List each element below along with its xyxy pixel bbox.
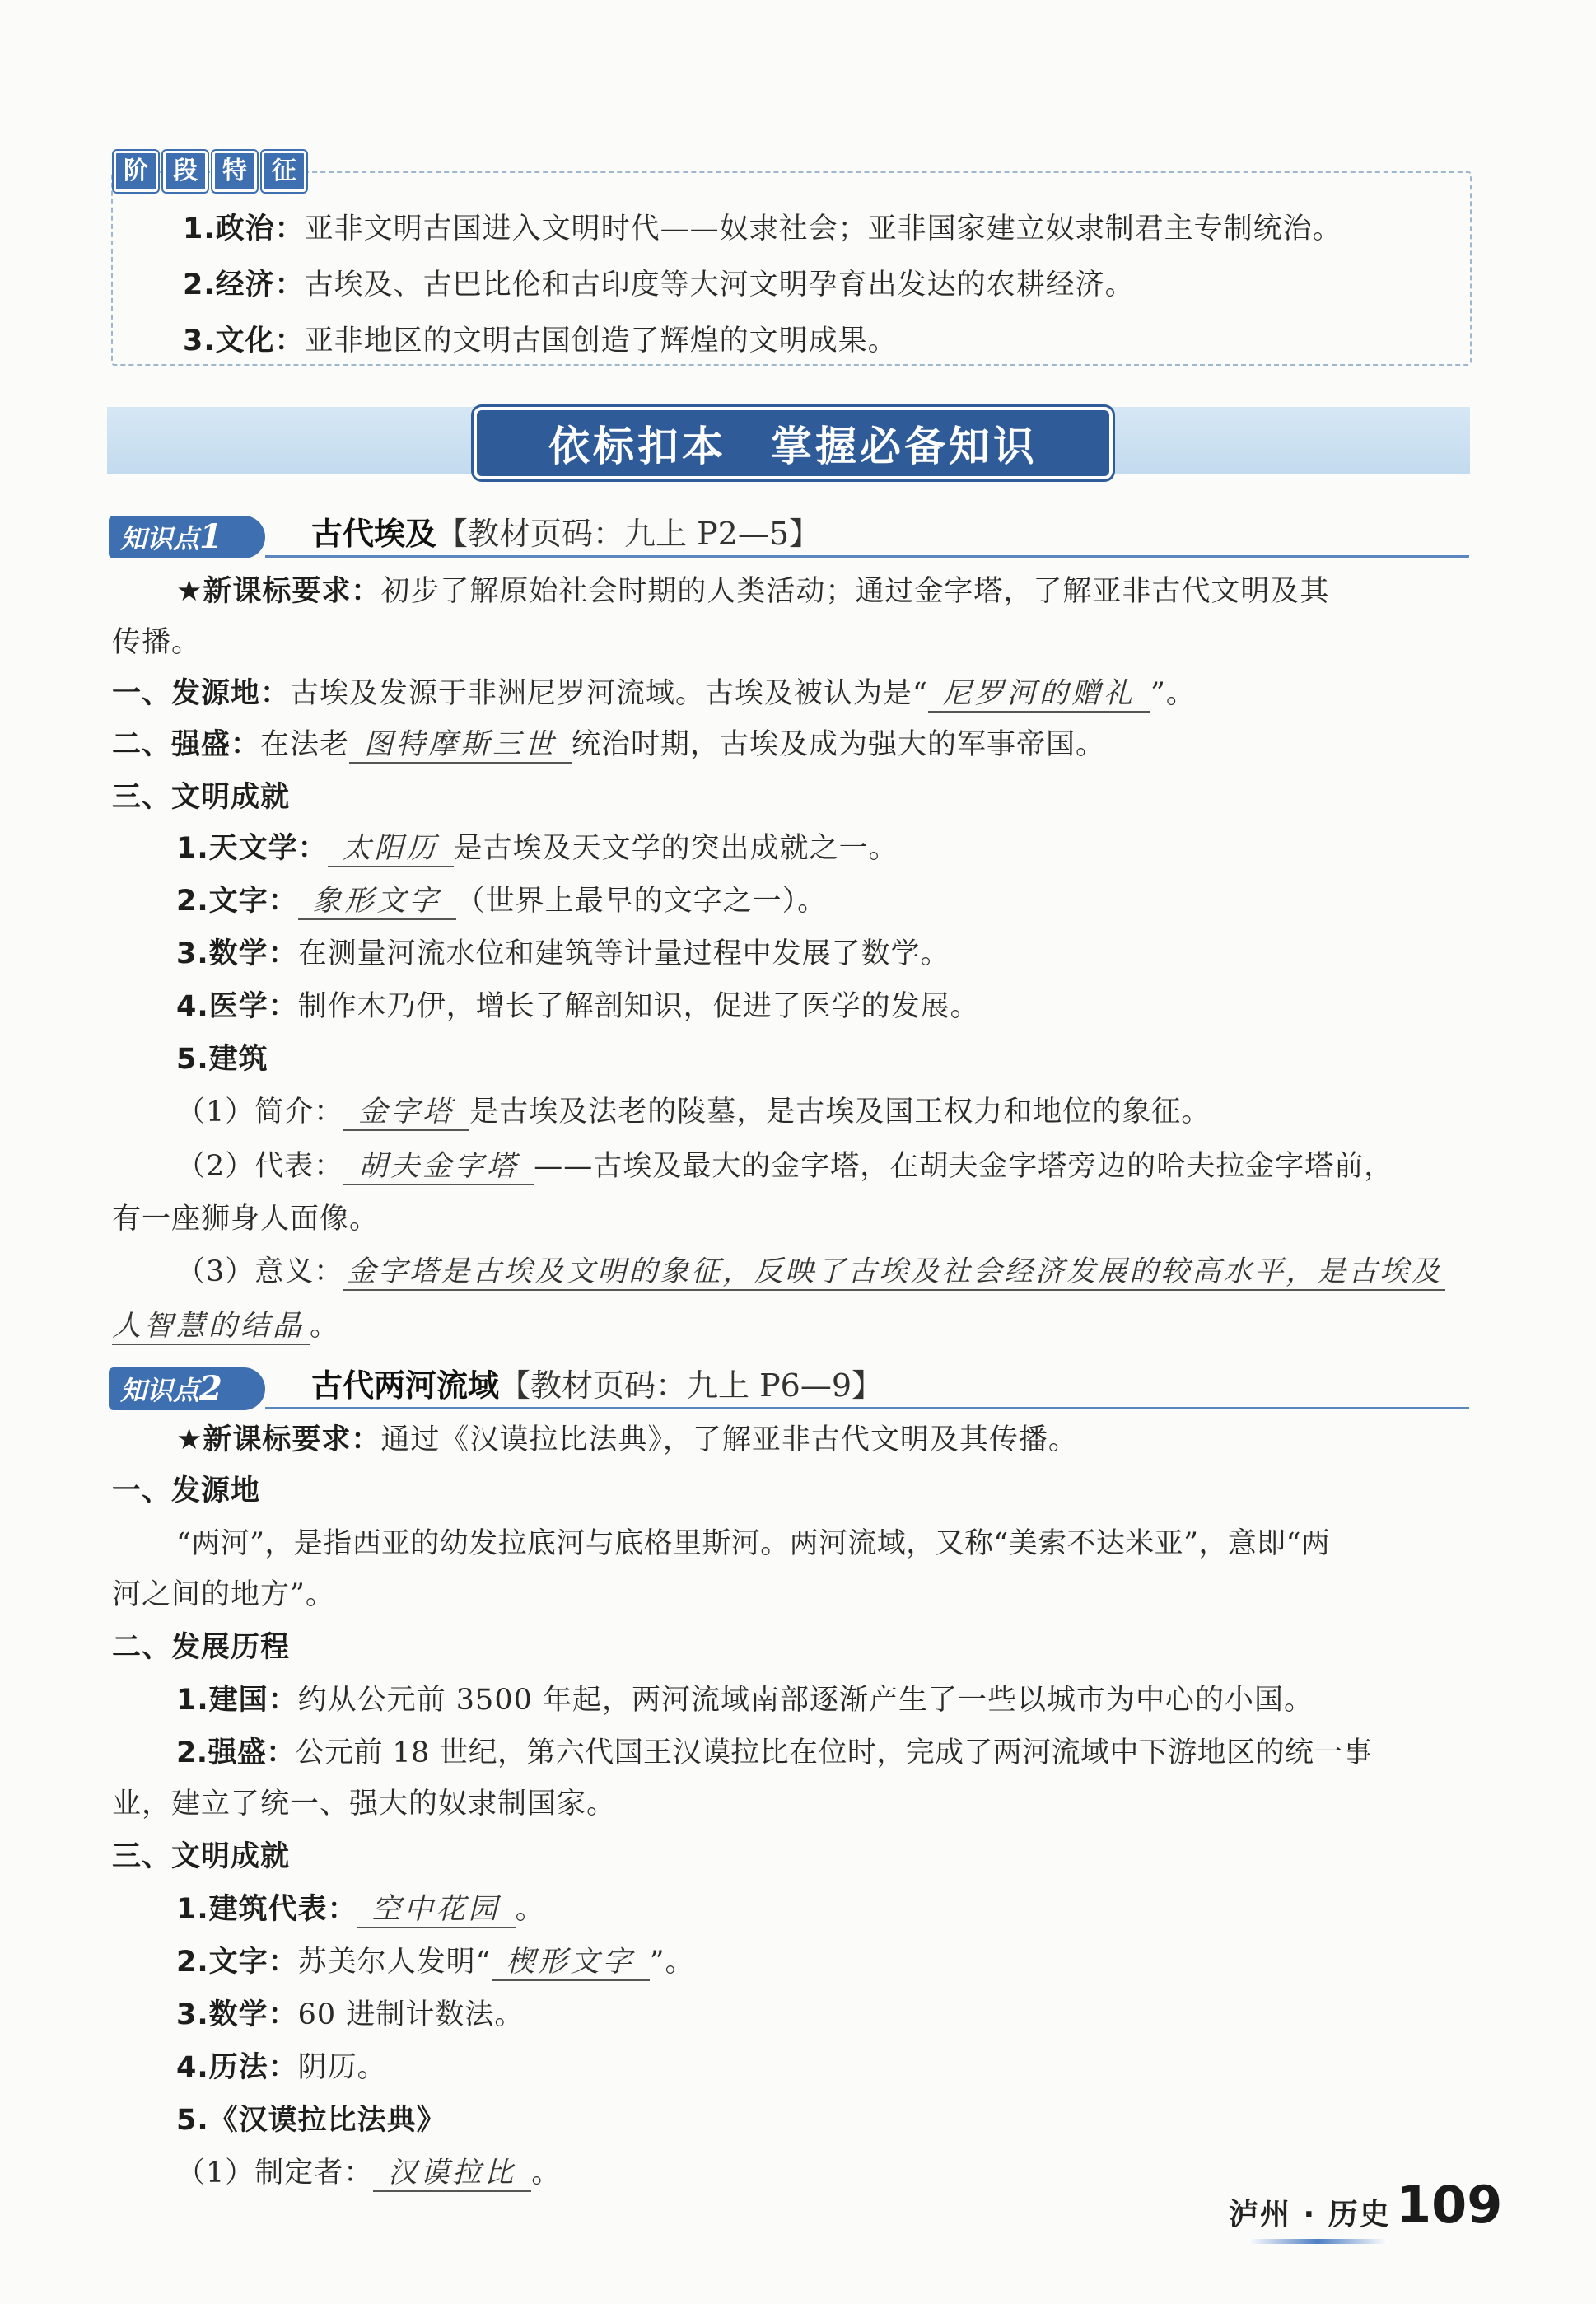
stage-item [183,208,1342,250]
script-pre: 苏美尔人发明“ [297,1946,492,1979]
script-answer: 楔形文字 [492,1945,650,1981]
origin-heading: 一、发源地 [112,1474,261,1507]
intro-post: 是古埃及法老的陵墓，是古埃及国王权力和地位的象征。 [469,1096,1211,1129]
maker-answer: 汉谟拉比 [373,2156,531,2192]
req-text: 初步了解原始社会时期的人类活动；通过金字塔，了解亚非古代文明及其 [380,575,1330,608]
script-label: 2.文字： [176,885,298,918]
knowledge-point-tag [109,1367,265,1410]
intro-line [176,1091,1211,1133]
code-heading: 5.《汉谟拉比法典》 [176,2104,446,2137]
origin-paragraph: “两河”，是指西亚的幼发拉底河与底格里斯河。两河流域，又称“美索不达米亚”，意即“两 [176,1527,1331,1560]
calendar-label: 4.历法： [176,2051,298,2084]
medicine-line [176,985,980,1028]
section-banner: 依标扣本 掌握必备知识 [474,407,1113,479]
sig-answer-cont: 人智慧的结晶 [112,1309,310,1345]
medicine-label: 4.医学： [176,990,298,1023]
script-answer: 象形文字 [298,884,456,920]
kp-tag-number: 2 [199,1369,222,1408]
founding-text: 约从公元前 3500 年起，两河流域南部逐渐产生了一些以城市为中心的小国。 [297,1684,1314,1717]
peak-text-cont: 业，建立了统一、强大的奴隶制国家。 [112,1788,617,1820]
stage-tag-char: 征 [262,151,306,192]
stage-tag-char: 特 [212,151,257,192]
kp-page-ref: 【教材页码：九上 P2—5】 [436,516,821,552]
req-text: 通过《汉谟拉比法典》，了解亚非古代文明及其传播。 [380,1423,1078,1456]
kp-title [311,512,820,555]
script-line [176,880,827,923]
stage-item [183,264,1135,306]
astronomy-answer: 太阳历 [328,831,454,867]
req-text-cont: 传播。 [112,626,202,659]
stage-item-text: 亚非地区的文明古国创造了辉煌的文明成果。 [304,325,898,358]
origin-text: 古埃及发源于非洲尼罗河流域。古埃及被认为是“ [290,677,928,710]
kp-tag-text: 知识点 [120,1375,200,1406]
sig-end: 。 [310,1310,340,1343]
calendar-line [176,2046,387,2089]
architecture-line [176,1888,545,1931]
knowledge-point-tag [109,516,265,558]
founding-label: 1.建国： [176,1684,298,1717]
sig-label: （3）意义： [176,1255,344,1288]
peak-label: 二、强盛： [112,728,261,761]
peak-pre: 在法老 [260,728,350,761]
stage-item-label: 2.经济： [183,269,305,301]
stage-item-label: 1.政治： [183,213,305,245]
significance-cont [112,1305,339,1348]
rep-answer: 胡夫金字塔 [343,1149,534,1185]
sig-answer: 金字塔是古埃及文明的象征，反映了古埃及社会经济发展的较高水平，是古埃及 [343,1255,1445,1291]
script-end: ”。 [649,1946,695,1979]
medicine-text: 制作木乃伊，增长了解剖知识，促进了医学的发展。 [297,990,980,1023]
peak-text: 公元前 18 世纪，第六代国王汉谟拉比在位时，完成了两河流域中下游地区的统一事 [295,1736,1373,1769]
founding-line [176,1679,1314,1722]
peak-label: 2.强盛： [176,1736,296,1769]
script-post: （世界上最早的文字之一）。 [455,885,828,918]
stage-item-label: 3.文化： [183,325,305,358]
curriculum-requirement [176,570,1329,613]
representative-line [176,1145,1393,1188]
script-line [176,1941,694,1984]
kp-page-ref: 【教材页码：九上 P6—9】 [499,1367,884,1404]
kp-tag-text: 知识点 [120,523,200,554]
kp-tag-number: 1 [199,517,222,556]
stage-item [183,320,898,362]
maker-end: 。 [531,2157,562,2190]
stage-item-text: 亚非文明古国进入文明时代——奴隶社会；亚非国家建立奴隶制君主专制统治。 [304,213,1342,245]
peak-post: 统治时期，古埃及成为强大的军事帝国。 [572,728,1106,761]
req-label: ★新课标要求： [176,575,381,608]
page-number: 109 [1396,2175,1503,2235]
math-label: 3.数学： [176,937,298,970]
architecture-end: 。 [515,1893,545,1926]
kp-title-text: 古代埃及 [311,516,437,552]
maker-label: （1）制定者： [176,2157,374,2190]
stage-features-tag [114,151,306,192]
achievements-heading: 三、文明成就 [112,1840,291,1873]
peak-line [112,723,1105,766]
origin-paragraph-cont: 河之间的地方”。 [112,1578,335,1611]
architecture-answer: 空中花园 [357,1892,516,1928]
intro-label: （1）简介： [176,1096,344,1129]
footer-rule [1248,2239,1388,2244]
math-line [176,1993,524,2036]
development-heading: 二、发展历程 [112,1631,291,1664]
astronomy-post: 是古埃及天文学的突出成就之一。 [453,832,898,865]
stage-tag-char: 阶 [114,151,158,192]
maker-line [176,2152,561,2194]
curriculum-requirement [176,1418,1078,1461]
origin-label: 一、发源地： [112,677,291,710]
significance-line [176,1250,1445,1293]
kp-title-rule [265,555,1469,558]
rep-post: ——古埃及最大的金字塔，在胡夫金字塔旁边的哈夫拉金字塔前， [534,1150,1394,1183]
kp-title [311,1364,883,1407]
origin-answer: 尼罗河的赠礼 [928,676,1150,713]
astronomy-line [176,827,898,870]
calendar-text: 阴历。 [297,2051,387,2084]
intro-answer: 金字塔 [343,1095,469,1131]
stage-tag-char: 段 [163,151,208,192]
peak-answer: 图特摩斯三世 [349,727,572,764]
architecture-label: 1.建筑代表： [176,1893,357,1926]
peak-line [176,1732,1372,1774]
kp-title-text: 古代两河流域 [311,1367,500,1404]
architecture-heading: 5.建筑 [176,1043,268,1076]
math-text: 60 进制计数法。 [297,1998,525,2031]
math-label: 3.数学： [176,1998,298,2031]
req-label: ★新课标要求： [176,1423,381,1456]
achievements-heading: 三、文明成就 [112,781,291,814]
origin-end: ”。 [1150,677,1196,710]
math-line [176,932,950,975]
origin-line [112,672,1196,715]
rep-label: （2）代表： [176,1150,344,1183]
kp-title-rule [265,1407,1469,1409]
astronomy-label: 1.天文学： [176,832,328,865]
script-label: 2.文字： [176,1946,298,1979]
rep-cont: 有一座狮身人面像。 [112,1203,380,1236]
footer-city-subject: 泸州 · 历史 [1229,2198,1391,2232]
stage-item-text: 古埃及、古巴比伦和古印度等大河文明孕育出发达的农耕经济。 [304,269,1135,301]
math-text: 在测量河流水位和建筑等计量过程中发展了数学。 [297,937,950,970]
